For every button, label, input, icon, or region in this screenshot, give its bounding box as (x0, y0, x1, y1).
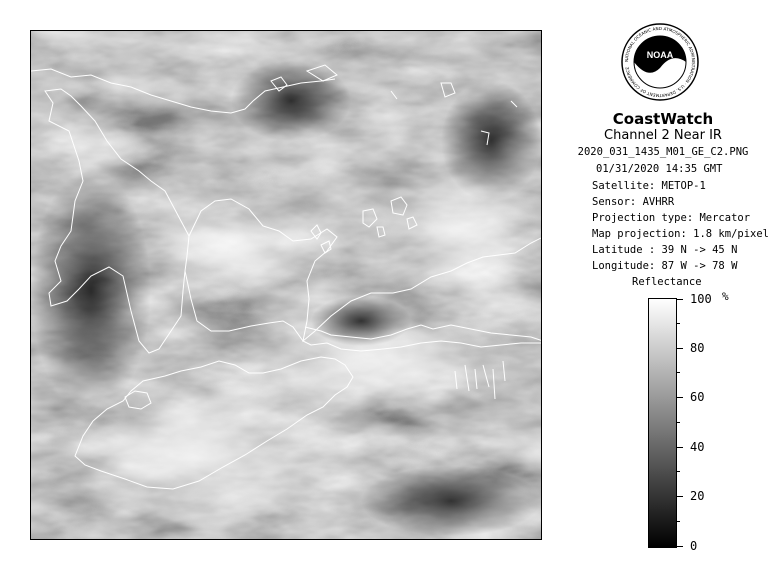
file-name: 2020_031_1435_M01_GE_C2.PNG (577, 146, 749, 158)
colorbar-minor-tick (677, 422, 680, 423)
colorbar-tick (677, 299, 683, 300)
colorbar-minor-tick (677, 372, 680, 373)
legend-title: Reflectance (632, 276, 702, 288)
colorbar-tick (677, 348, 683, 349)
colorbar-minor-tick (677, 471, 680, 472)
colorbar-tick (677, 496, 683, 497)
satellite-image (30, 30, 542, 540)
colorbar-tick (677, 397, 683, 398)
colorbar-label-80: 80 (690, 341, 705, 355)
colorbar-tick (677, 546, 683, 547)
date-time: 01/31/2020 14:35 GMT (596, 163, 723, 175)
brand-title: CoastWatch (612, 110, 714, 128)
satellite-image-svg (31, 31, 542, 540)
latitude-range: Latitude : 39 N -> 45 N (592, 244, 738, 256)
noaa-logo (620, 18, 700, 106)
channel-label: Channel 2 Near IR (604, 128, 722, 143)
colorbar-tick (677, 447, 683, 448)
satellite-info: Satellite: METOP-1 (592, 180, 706, 192)
sensor-info: Sensor: AVHRR (592, 196, 675, 208)
colorbar-minor-tick (677, 521, 680, 522)
colorbar-label-100: 100 (690, 292, 712, 306)
colorbar-label-40: 40 (690, 440, 705, 454)
projection-type: Projection type: Mercator (592, 212, 751, 224)
longitude-range: Longitude: 87 W -> 78 W (592, 260, 738, 272)
noaa-logo-ring-text: NATIONAL OCEANIC AND ATMOSPHERIC ADMINISTRATION · U.S. DEPARTMENT OF COMMERCE (623, 25, 697, 99)
map-projection: Map projection: 1.8 km/pixel (592, 228, 770, 240)
reflectance-colorbar (648, 298, 677, 548)
colorbar-minor-tick (677, 323, 680, 324)
colorbar-label-20: 20 (690, 489, 705, 503)
noaa-logo-name: NOAA (646, 50, 674, 60)
colorbar-label-0: 0 (690, 539, 698, 553)
legend-unit: % (722, 290, 729, 303)
colorbar-label-60: 60 (690, 390, 705, 404)
